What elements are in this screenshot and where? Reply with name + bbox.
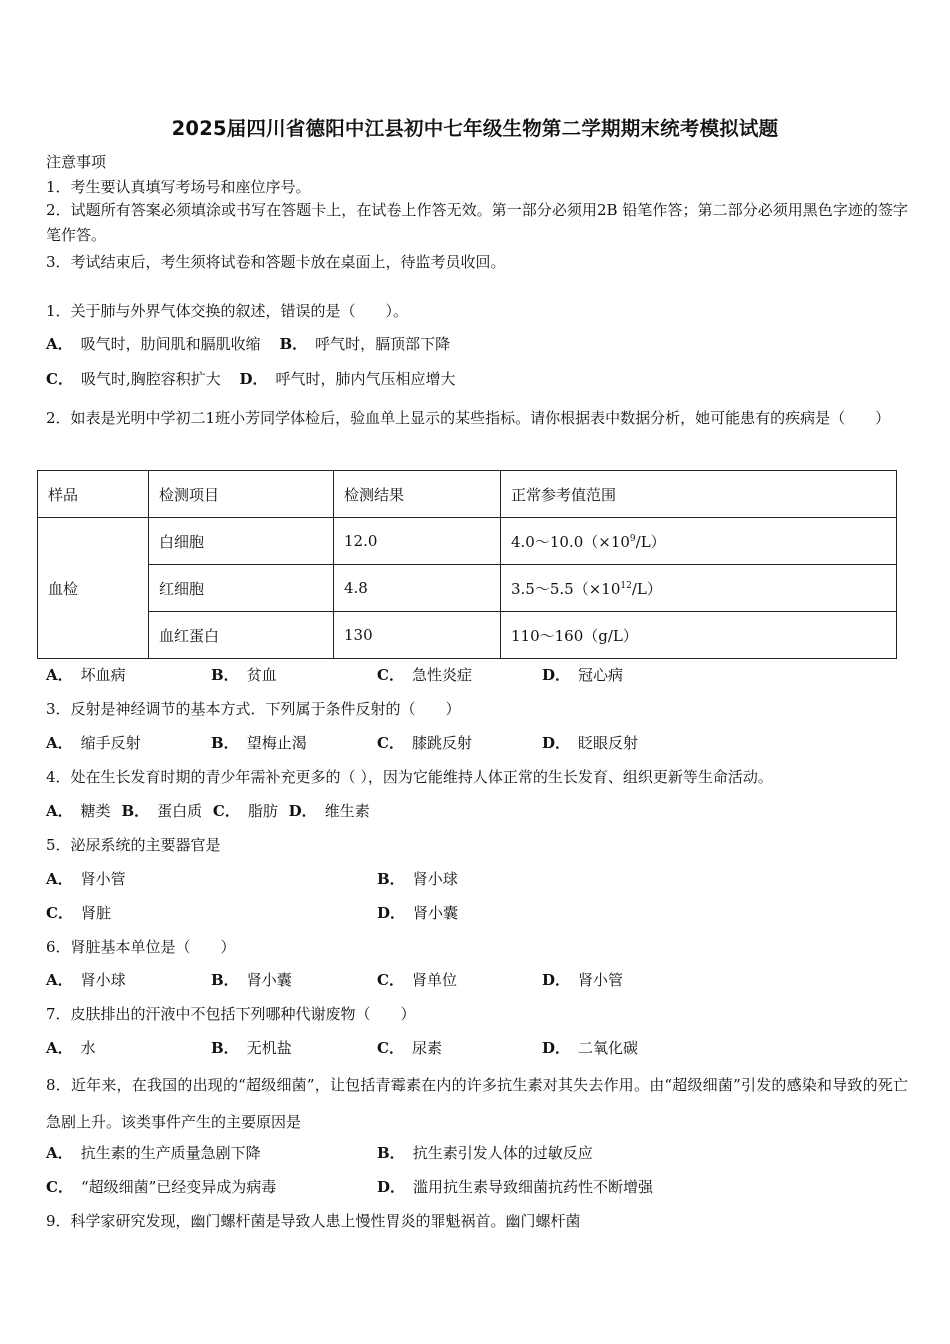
option-a: A． 坏血病 [46,666,126,684]
option-a: A． 肾小球 [46,971,126,989]
option-d: D． 肾小管 [542,971,624,989]
option-d: D． 眨眼反射 [542,734,639,752]
result-cell: 12.0 [334,518,501,565]
notice-heading: 注意事项 [46,153,107,171]
question-stem-4: 4．处在生长发育时期的青少年需补充更多的（ ），因为它能维持人体正常的生长发育、组织更新等生命活动。 [46,768,773,786]
item-cell: 血红蛋白 [149,612,334,659]
table-header: 检测项目 [149,471,334,518]
option-c: C． 尿素 [377,1039,442,1057]
option-c: C． 肾单位 [377,971,457,989]
notice-item: 2．试题所有答案必须填涂或书写在答题卡上，在试卷上作答无效。第一部分必须用2B 铅笔作答；第二部分必须用黑色字迹的签字笔作答。 [46,201,908,244]
option-d: D． 冠心病 [542,666,624,684]
sample-cell: 血检 [38,518,149,659]
option-b: B． 肾小球 [377,870,458,888]
option-c: C． 肾脏 [46,904,111,922]
option-b: B． 肾小囊 [211,971,292,989]
option-b: B． 望梅止渴 [211,734,307,752]
item-cell: 白细胞 [149,518,334,565]
option-c [46,369,456,389]
blood-test-table [37,470,897,659]
option-text: 吸气时，肋间肌和膈肌收缩 [80,335,261,353]
option-c: C． 膝跳反射 [377,734,472,752]
notice-item: 1．考生要认真填写考场号和座位序号。 [46,178,311,196]
option-row: A． 糖类 B． 蛋白质 C． 脂肪 D． 维生素 [46,802,370,820]
option-c: C． 急性炎症 [377,666,472,684]
question-stem-5: 5．泌尿系统的主要器官是 [46,836,221,854]
range-cell: 110～160（g/L） [501,612,897,659]
option-text: 吸气时,胸腔容积扩大 [80,370,221,388]
result-cell: 4.8 [334,565,501,612]
option-label: D． [239,370,268,388]
option-c: C． “超级细菌”已经变异成为病毒 [46,1178,277,1196]
option-label: C． [46,370,73,388]
table-header-row [38,471,897,518]
option-d: D． 滥用抗生素导致细菌抗药性不断增强 [377,1178,654,1196]
table-row [38,612,897,659]
option-a: A． 水 [46,1039,96,1057]
question-stem-7: 7．皮肤排出的汗液中不包括下列哪种代谢废物（ ） [46,1005,416,1023]
table-header: 检测结果 [334,471,501,518]
range-cell: $3.5\sim 5.5(\times 10^{12}/L)$ [501,565,897,612]
option-label: B． [279,335,308,353]
range-cell: $4.0\sim 10.0(\times 10^9/L)$ [501,518,897,565]
result-cell: 130 [334,612,501,659]
question-stem-2: 2．如表是光明中学初二1班小芳同学体检后，验血单上显示的某些指标。请你根据表中数据分析，她可能患有的疾病是（ ） [46,409,891,427]
item-cell: 红细胞 [149,565,334,612]
option-b: B． 无机盐 [211,1039,292,1057]
table-row [38,565,897,612]
question-stem-8: 8．近年来，在我国的出现的“超级细菌”，让包括青霉素在内的许多抗生素对其失去作用。由“超级细菌”引发的感染和导致的死亡急剧上升。该类事件产生的主要原因是 [46,1076,908,1131]
page-title: 2025届四川省德阳中江县初中七年级生物第二学期期末统考模拟试题 [171,117,779,140]
notice-item: 3．考试结束后，考生须将试卷和答题卡放在桌面上，待监考员收回。 [46,253,506,271]
table-row [38,518,897,565]
option-b: B． 贫血 [211,666,277,684]
question-stem-6: 6．肾脏基本单位是（ ） [46,938,236,956]
question-stem-1: 1．关于肺与外界气体交换的叙述，错误的是（ ）。 [46,302,409,320]
option-d: D． 二氧化碳 [542,1039,639,1057]
option-text: 呼气时，膈顶部下降 [315,335,451,353]
option-a [46,334,450,354]
table-header: 正常参考值范围 [501,471,897,518]
question-stem-3: 3．反射是神经调节的基本方式．下列属于条件反射的（ ） [46,700,461,718]
option-label: A． [46,335,73,353]
option-b: B． 抗生素引发人体的过敏反应 [377,1144,593,1162]
question-stem-9: 9．科学家研究发现，幽门螺杆菌是导致人患上慢性胃炎的罪魁祸首。幽门螺杆菌 [46,1212,581,1230]
option-a: A． 缩手反射 [46,734,141,752]
table-header: 样品 [38,471,149,518]
option-a: A． 肾小管 [46,870,126,888]
option-d: D． 肾小囊 [377,904,459,922]
option-a: A． 抗生素的生产质量急剧下降 [46,1144,261,1162]
option-text: 呼气时，肺内气压相应增大 [275,370,456,388]
